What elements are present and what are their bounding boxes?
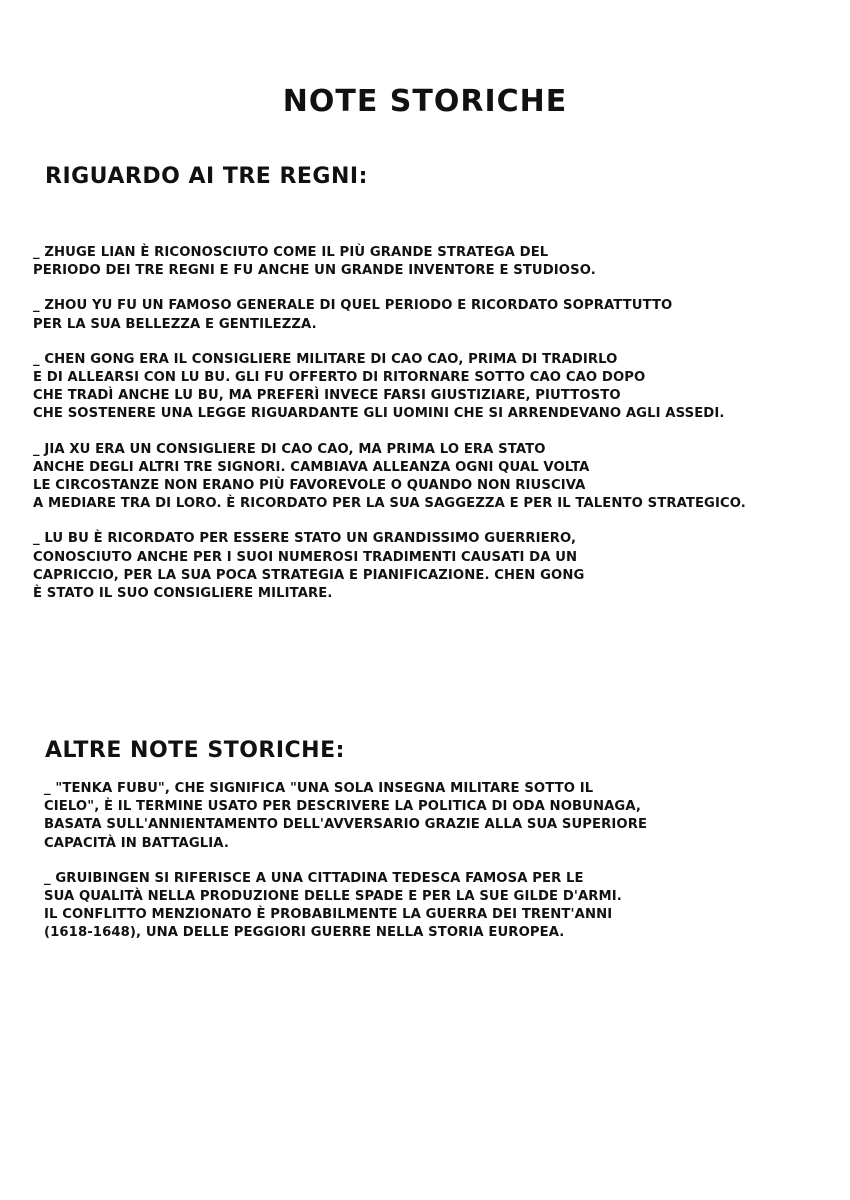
note-line: CONOSCIUTO ANCHE PER I SUOI NUMEROSI TRADIMENTI CAUSATI DA UN bbox=[33, 549, 578, 565]
note-line: È STATO IL SUO CONSIGLIERE MILITARE. bbox=[33, 586, 333, 602]
note-line: CIELO", È IL TERMINE USATO PER DESCRIVERE LA POLITICA DI ODA NOBUNAGA, bbox=[44, 799, 641, 815]
note-line: _ LU BU È RICORDATO PER ESSERE STATO UN GRANDISSIMO GUERRIERO, bbox=[33, 531, 577, 547]
section-heading-altre-note: ALTRE NOTE STORICHE: bbox=[45, 738, 345, 763]
note-line: _ ZHOU YU FU UN FAMOSO GENERALE DI QUEL PERIODO E RICORDATO SOPRATTUTTO bbox=[33, 298, 673, 314]
note-line: ANCHE DEGLI ALTRI TRE SIGNORI. CAMBIAVA ALLEANZA OGNI QUAL VOLTA bbox=[33, 459, 590, 475]
note-line: CAPRICCIO, PER LA SUA POCA STRATEGIA E PIANIFICAZIONE. CHEN GONG bbox=[33, 567, 585, 583]
note-line: CHE SOSTENERE UNA LEGGE RIGUARDANTE GLI UOMINI CHE SI ARRENDEVANO AGLI ASSEDI. bbox=[33, 406, 725, 422]
note-line: _ CHEN GONG ERA IL CONSIGLIERE MILITARE DI CAO CAO, PRIMA DI TRADIRLO bbox=[33, 351, 618, 367]
note-zhuge-lian bbox=[33, 244, 746, 280]
notes-altre bbox=[44, 780, 647, 960]
note-line: SUA QUALITÀ NELLA PRODUZIONE DELLE SPADE E PER LA SUE GILDE D'ARMI. bbox=[44, 889, 622, 905]
note-line: PERIODO DEI TRE REGNI E FU ANCHE UN GRANDE INVENTORE E STUDIOSO. bbox=[33, 263, 596, 279]
note-line: E DI ALLEARSI CON LU BU. GLI FU OFFERTO DI RITORNARE SOTTO CAO CAO DOPO bbox=[33, 370, 646, 386]
note-line: CAPACITÀ IN BATTAGLIA. bbox=[44, 835, 229, 851]
note-line: BASATA SULL'ANNIENTAMENTO DELL'AVVERSARIO GRAZIE ALLA SUA SUPERIORE bbox=[44, 817, 648, 833]
note-line: _ ZHUGE LIAN È RICONOSCIUTO COME IL PIÙ GRANDE STRATEGA DEL bbox=[33, 245, 549, 260]
note-line: LE CIRCOSTANZE NON ERANO PIÙ FAVOREVOLE O QUANDO NON RIUSCIVA bbox=[33, 478, 586, 494]
note-gruibingen bbox=[44, 870, 647, 943]
note-line: _ GRUIBINGEN SI RIFERISCE A UNA CITTADINA TEDESCA FAMOSA PER LE bbox=[44, 870, 584, 886]
note-jia-xu bbox=[33, 441, 746, 514]
note-line: PER LA SUA BELLEZZA E GENTILEZZA. bbox=[33, 316, 317, 332]
note-tenka-fubu bbox=[44, 780, 647, 853]
note-lu-bu bbox=[33, 530, 746, 603]
note-line: _ JIA XU ERA UN CONSIGLIERE DI CAO CAO, MA PRIMA LO ERA STATO bbox=[33, 441, 546, 457]
note-line: (1618-1648), UNA DELLE PEGGIORI GUERRE NELLA STORIA EUROPEA. bbox=[44, 925, 565, 941]
note-line: CHE TRADÌ ANCHE LU BU, MA PREFERÌ INVECE FARSI GIUSTIZIARE, PIUTTOSTO bbox=[33, 388, 621, 404]
note-line: IL CONFLITTO MENZIONATO È PROBABILMENTE LA GUERRA DEI TRENT'ANNI bbox=[44, 907, 613, 923]
note-line: A MEDIARE TRA DI LORO. È RICORDATO PER LA SUA SAGGEZZA E PER IL TALENTO STRATEGICO. bbox=[33, 496, 746, 512]
note-chen-gong bbox=[33, 351, 746, 424]
page-title: NOTE STORICHE bbox=[282, 84, 568, 119]
notes-tre-regni bbox=[33, 244, 746, 620]
note-line: _ "TENKA FUBU", CHE SIGNIFICA "UNA SOLA INSEGNA MILITARE SOTTO IL bbox=[44, 781, 594, 796]
section-heading-tre-regni: RIGUARDO AI TRE REGNI: bbox=[45, 164, 368, 189]
note-zhou-yu bbox=[33, 297, 746, 333]
